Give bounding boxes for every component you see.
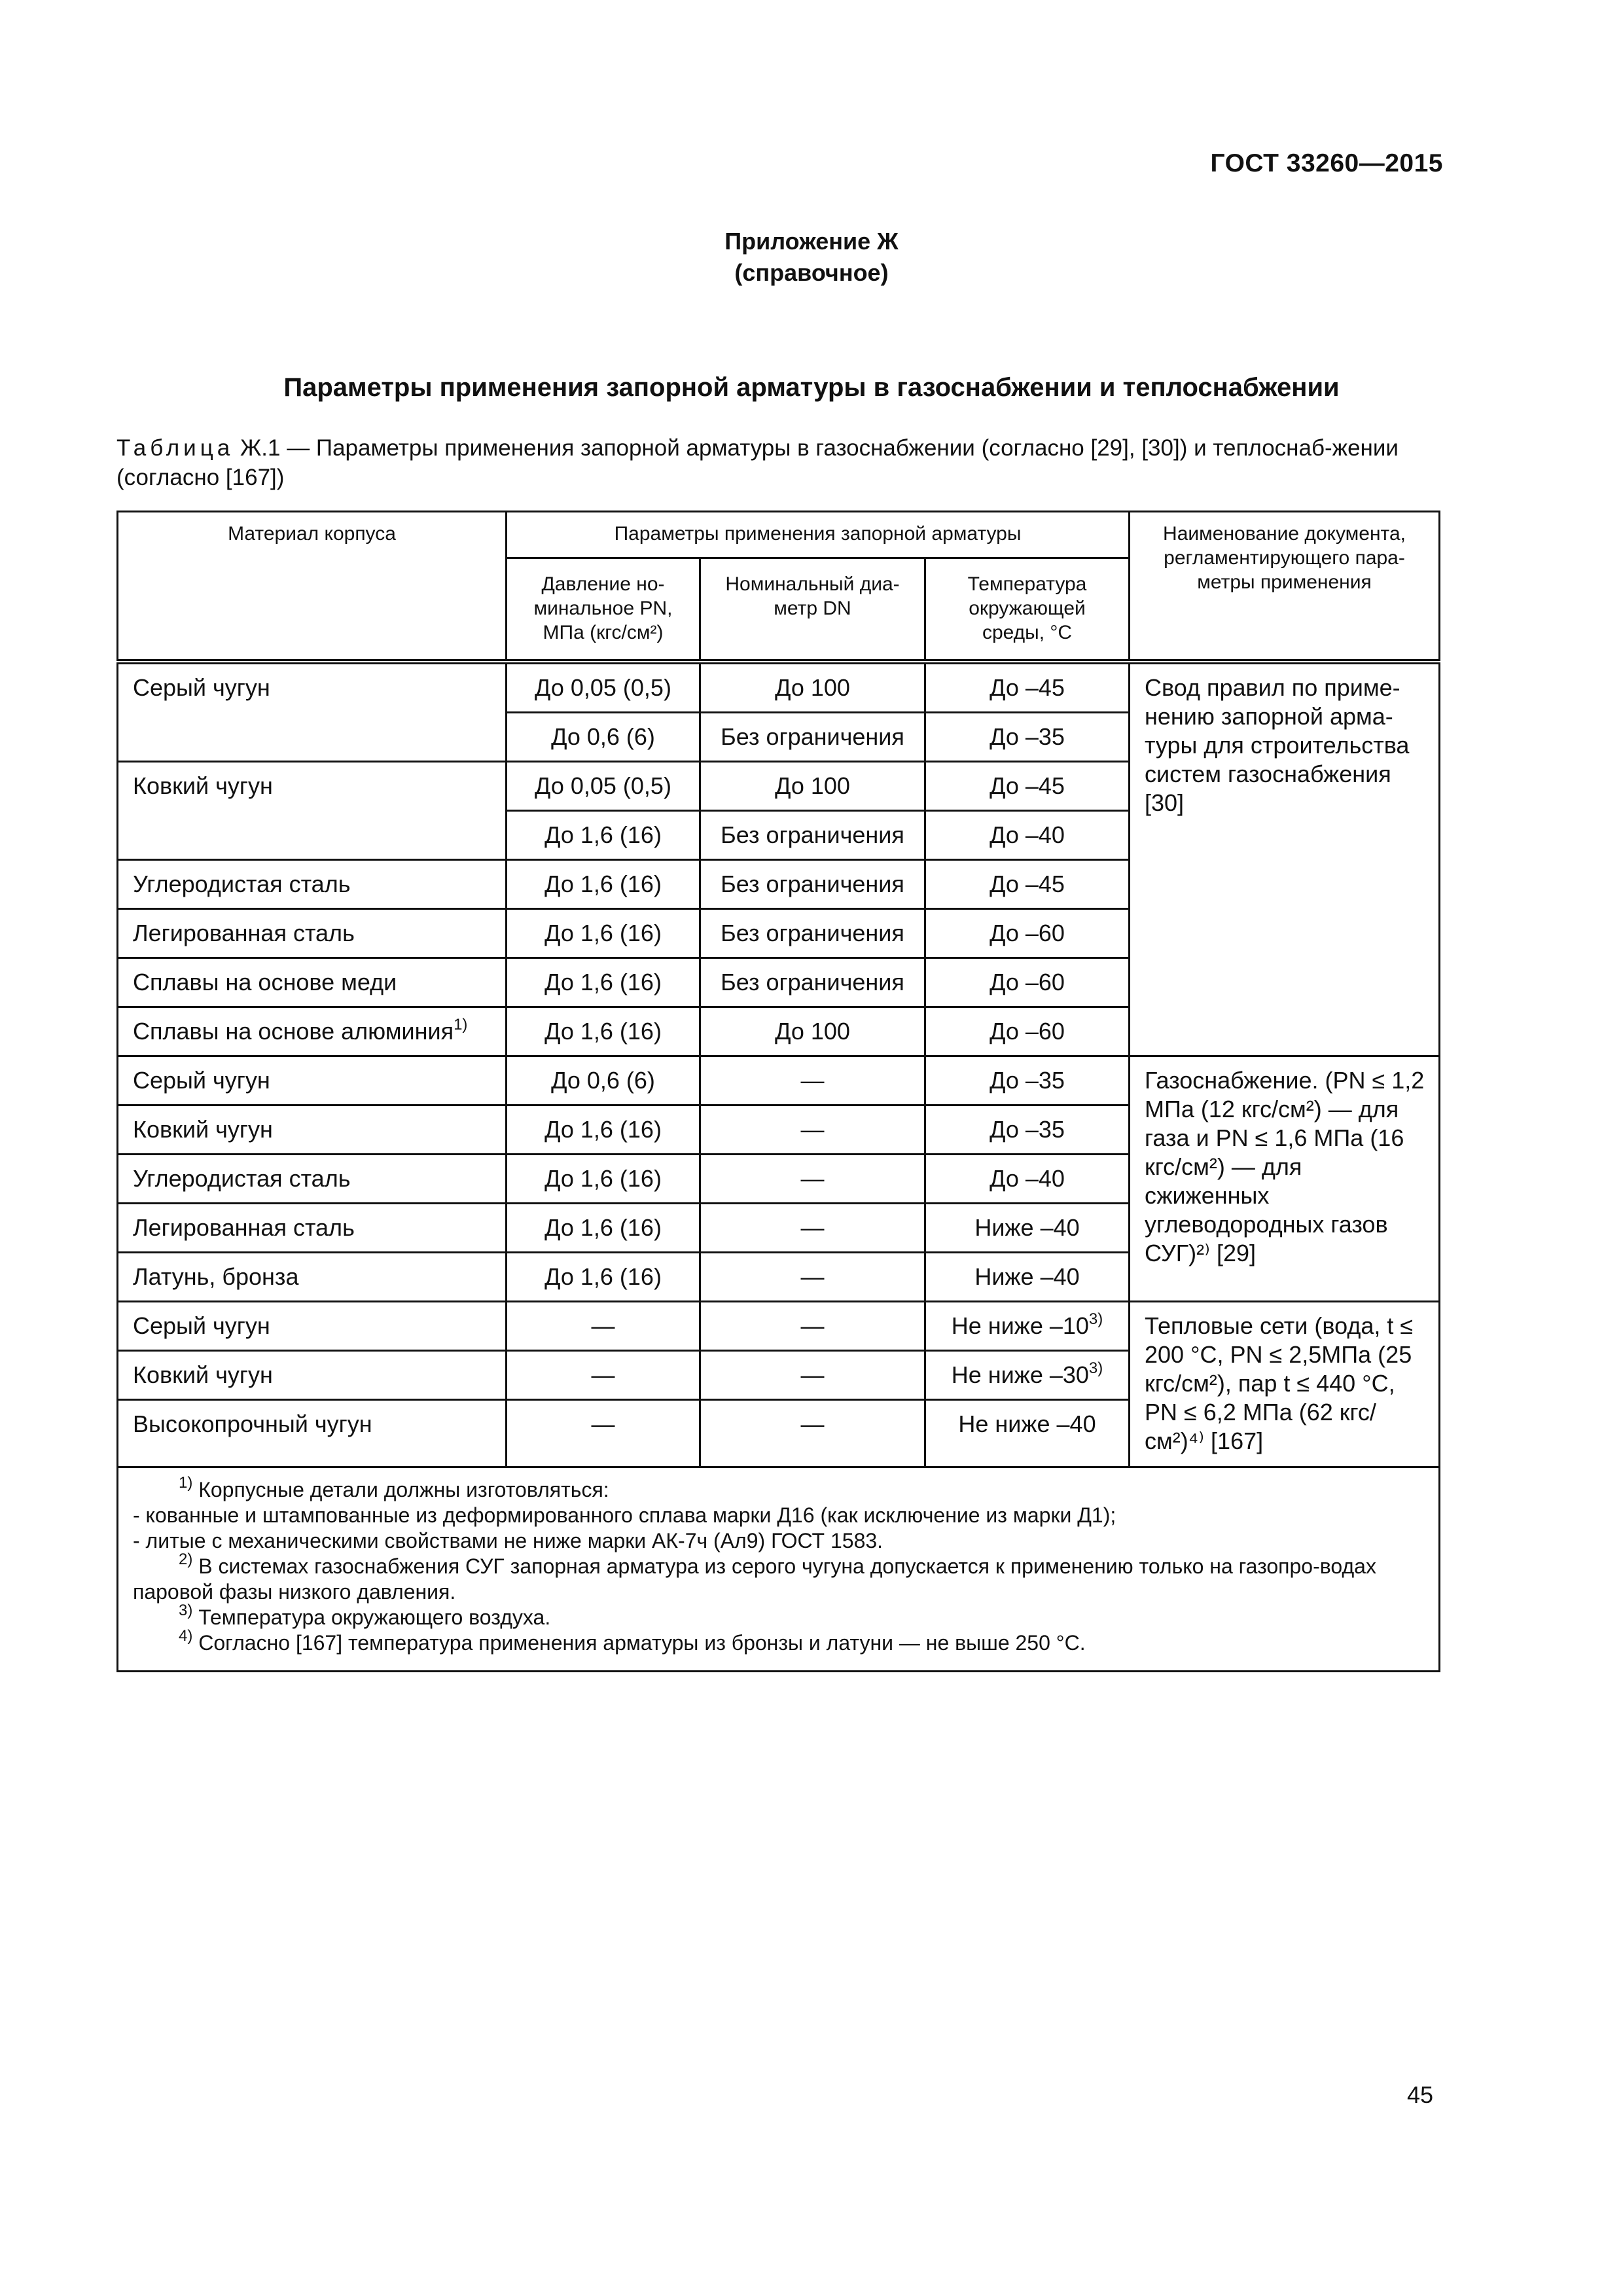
- cell-pressure: До 1,6 (16): [507, 1105, 700, 1155]
- cell-material: Углеродистая сталь: [118, 860, 507, 909]
- cell-material: Сплавы на основе меди: [118, 958, 507, 1007]
- cell-diameter: —: [700, 1155, 925, 1204]
- cell-pressure: —: [507, 1302, 700, 1351]
- table-caption-text: Ж.1 — Параметры применения запорной арматуры в газоснабжении (согласно [29], [30]) и теплоснаб-жении (согласно [167]): [116, 435, 1399, 490]
- cell-material: [118, 1007, 507, 1056]
- cell-diameter: —: [700, 1056, 925, 1105]
- cell-diameter: —: [700, 1351, 925, 1400]
- footnote-1: [133, 1474, 1424, 1503]
- cell-diameter: —: [700, 1302, 925, 1351]
- cell-material: Углеродистая сталь: [118, 1155, 507, 1204]
- table-footnotes: [118, 1467, 1440, 1672]
- cell-temperature: До –35: [925, 713, 1130, 762]
- footnote-text: Температура окружающего воздуха.: [192, 1605, 551, 1629]
- temperature-text: Не ниже –10: [951, 1312, 1089, 1339]
- cell-diameter: Без ограничения: [700, 909, 925, 958]
- appendix-type: (справочное): [734, 259, 889, 286]
- cell-diameter: —: [700, 1400, 925, 1467]
- page-number: 45: [1406, 2081, 1433, 2108]
- cell-temperature: До –60: [925, 958, 1130, 1007]
- cell-material: Высокопрочный чугун: [118, 1400, 507, 1467]
- cell-temperature: До –35: [925, 1056, 1130, 1105]
- cell-material: Серый чугун: [118, 1056, 507, 1105]
- footnote-3: [133, 1602, 1424, 1630]
- cell-temperature: Ниже –40: [925, 1204, 1130, 1253]
- cell-temperature: Не ниже –40: [925, 1400, 1130, 1467]
- cell-diameter: —: [700, 1105, 925, 1155]
- cell-pressure: До 1,6 (16): [507, 860, 700, 909]
- appendix-title: Приложение Ж: [724, 228, 899, 255]
- cell-pressure: До 1,6 (16): [507, 1155, 700, 1204]
- footnote-mark: 1): [179, 1474, 193, 1492]
- cell-temperature: До –40: [925, 1155, 1130, 1204]
- cell-temperature: До –60: [925, 909, 1130, 958]
- cell-temperature: До –45: [925, 762, 1130, 811]
- cell-material: Ковкий чугун: [118, 762, 507, 860]
- cell-diameter: Без ограничения: [700, 860, 925, 909]
- cell-diameter: —: [700, 1253, 925, 1302]
- footnote-2: [133, 1551, 1424, 1605]
- cell-document-gas-supply: Газоснабжение. (PN ≤ 1,2 МПа (12 кгс/см²) — для газа и PN ≤ 1,6 МПа (16 кгс/см²) — для сжиженных углеводородных газов СУГ)²⁾ [29]: [1130, 1056, 1440, 1302]
- cell-temperature: [925, 1351, 1130, 1400]
- cell-material: Ковкий чугун: [118, 1351, 507, 1400]
- footnote-text: Корпусные детали должны изготовляться:: [192, 1478, 609, 1501]
- header-diameter: Номинальный диа-метр DN: [700, 558, 925, 662]
- cell-diameter: До 100: [700, 662, 925, 713]
- cell-pressure: До 1,6 (16): [507, 811, 700, 860]
- cell-pressure: До 1,6 (16): [507, 1253, 700, 1302]
- footnote-mark: 2): [179, 1551, 193, 1569]
- cell-document-heat-networks: Тепловые сети (вода, t ≤ 200 °С, PN ≤ 2,5МПа (25 кгс/см²), пар t ≤ 440 °С, PN ≤ 6,2 МПа (62 кгс/см²)⁴⁾ [167]: [1130, 1302, 1440, 1467]
- footnote-4: [133, 1627, 1424, 1656]
- header-pressure: Давление но-минальное PN, МПа (кгс/см²): [507, 558, 700, 662]
- cell-pressure: До 1,6 (16): [507, 909, 700, 958]
- cell-temperature: До –45: [925, 860, 1130, 909]
- footnote-ref: 3): [1088, 1310, 1103, 1328]
- cell-temperature: До –60: [925, 1007, 1130, 1056]
- table-caption: [116, 433, 1438, 492]
- cell-temperature: До –35: [925, 1105, 1130, 1155]
- cell-pressure: До 1,6 (16): [507, 958, 700, 1007]
- footnote-text: В системах газоснабжения СУГ запорная арматура из серого чугуна допускается к применению только на газопро-водах паровой фазы низкого давления.: [133, 1554, 1376, 1604]
- cell-pressure: До 1,6 (16): [507, 1007, 700, 1056]
- parameters-table: [116, 511, 1440, 1672]
- temperature-text: Не ниже –30: [951, 1361, 1089, 1388]
- cell-document-gas-code: Свод правил по приме-нению запорной арма-туры для строительства систем газоснабжения [30]: [1130, 662, 1440, 1056]
- cell-material: Серый чугун: [118, 1302, 507, 1351]
- footnote-ref: 3): [1088, 1359, 1103, 1377]
- cell-pressure: До 0,6 (6): [507, 713, 700, 762]
- footnote-1a: - кованные и штампованные из деформированного сплава марки Д16 (как исключение из марки Д1);: [133, 1503, 1116, 1527]
- header-params: Параметры применения запорной арматуры: [507, 512, 1130, 558]
- cell-material: Легированная сталь: [118, 1204, 507, 1253]
- footnote-1b: - литые с механическими свойствами не ниже марки АК-7ч (Ал9) ГОСТ 1583.: [133, 1529, 883, 1552]
- cell-diameter: Без ограничения: [700, 958, 925, 1007]
- material-text: Сплавы на основе алюминия: [133, 1018, 454, 1045]
- cell-temperature: До –40: [925, 811, 1130, 860]
- cell-diameter: До 100: [700, 762, 925, 811]
- cell-pressure: —: [507, 1400, 700, 1467]
- cell-pressure: —: [507, 1351, 700, 1400]
- footnote-text: Согласно [167] температура применения арматуры из бронзы и латуни — не выше 250 °С.: [192, 1631, 1086, 1655]
- footnote-ref: 1): [454, 1016, 468, 1033]
- header-material: Материал корпуса: [118, 512, 507, 662]
- cell-pressure: До 1,6 (16): [507, 1204, 700, 1253]
- header-document: Наименование документа, регламентирующего пара-метры применения: [1130, 512, 1440, 662]
- footnote-mark: 3): [179, 1602, 193, 1620]
- cell-pressure: До 0,05 (0,5): [507, 662, 700, 713]
- cell-material: Легированная сталь: [118, 909, 507, 958]
- cell-diameter: Без ограничения: [700, 713, 925, 762]
- cell-diameter: Без ограничения: [700, 811, 925, 860]
- cell-material: Серый чугун: [118, 662, 507, 762]
- header-temperature: Температура окружающей среды, °С: [925, 558, 1130, 662]
- cell-material: Ковкий чугун: [118, 1105, 507, 1155]
- cell-pressure: До 0,6 (6): [507, 1056, 700, 1105]
- cell-diameter: До 100: [700, 1007, 925, 1056]
- cell-temperature: До –45: [925, 662, 1130, 713]
- cell-pressure: До 0,05 (0,5): [507, 762, 700, 811]
- section-title: Параметры применения запорной арматуры в газоснабжении и теплоснабжении: [283, 373, 1340, 402]
- cell-diameter: —: [700, 1204, 925, 1253]
- table-caption-prefix: Таблица: [116, 435, 234, 461]
- cell-material: Латунь, бронза: [118, 1253, 507, 1302]
- document-id: ГОСТ 33260—2015: [1210, 149, 1443, 177]
- footnote-mark: 4): [179, 1627, 193, 1645]
- cell-temperature: [925, 1302, 1130, 1351]
- cell-temperature: Ниже –40: [925, 1253, 1130, 1302]
